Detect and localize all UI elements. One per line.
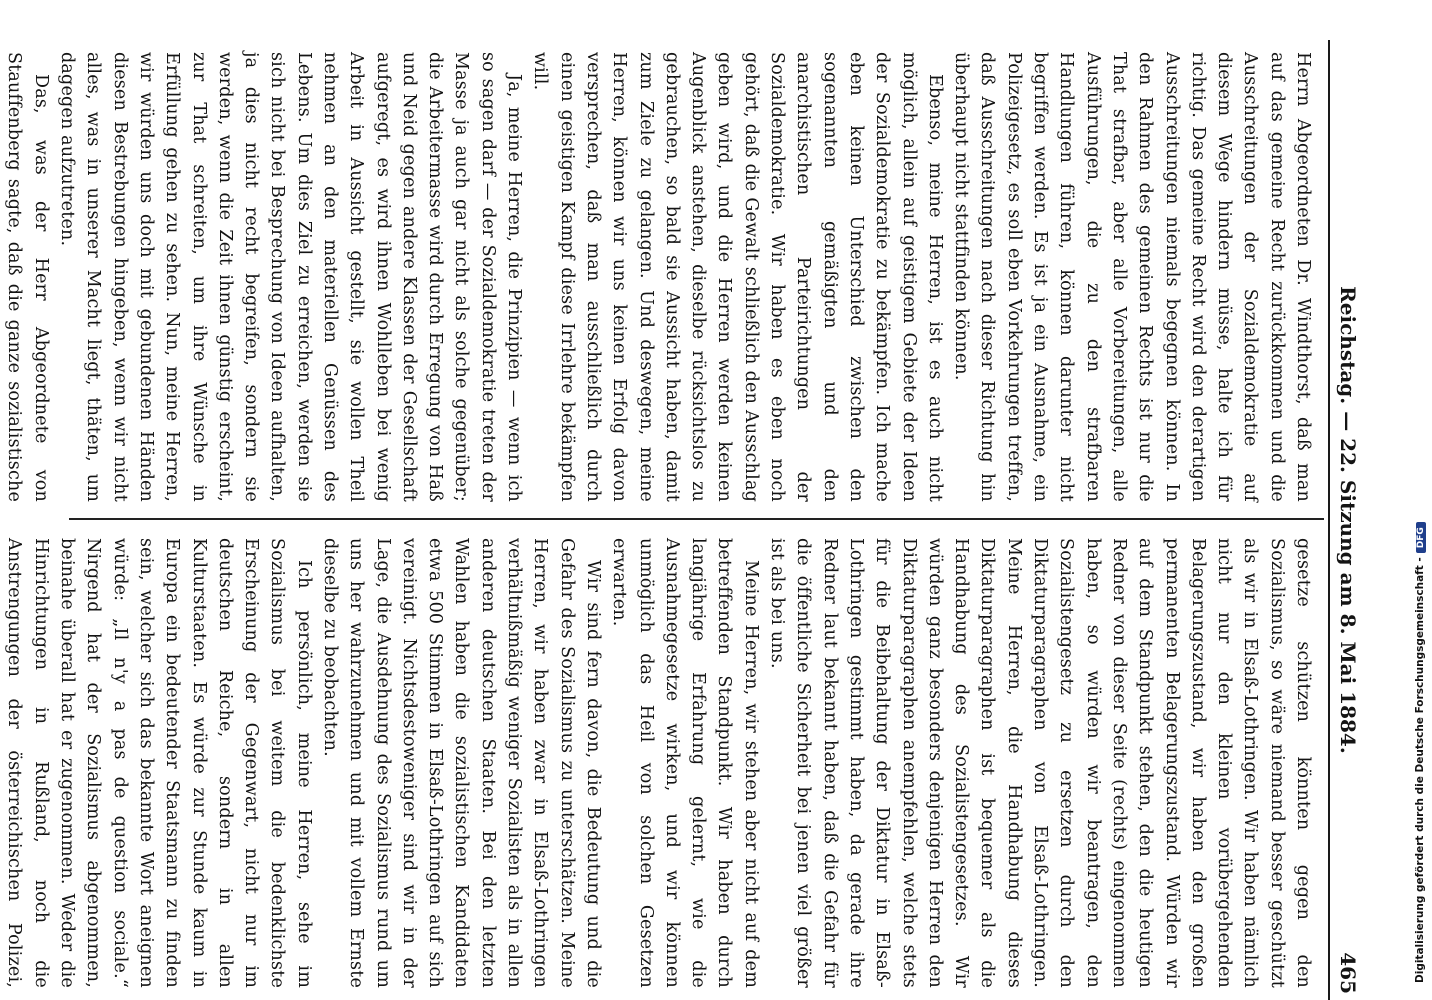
paragraph: Ich persönlich, meine Herren, sehe im Sozialismus bei weitem die bedenklichste Erscheinung der Gegenwart, nicht nur im deutschen Reiche, sondern in allen Kulturstaaten. Es würde zur Stunde kaum in Europa ein bedeutender Staatsmann zu finden sein, welcher sich das bekannte Wort aneignen würde: „Il n'y a pas de question sociale.“ Nirgend hat der Sozialismus abgenommen, beinahe überall hat er zugenommen. Weder die Hinrichtungen in Rußland, noch die Anstrengungen der österreichischen Polizei, (4, 538, 314, 988)
page-number: 465 (1336, 952, 1360, 994)
paragraph: Ebenso, meine Herren, ist es auch nicht möglich, allein auf geistigem Gebiete der Ideen der Sozialdemokratie zu bekämpfen. Ich mache eben keinen Unterschied zwischen den sogenannten gemäßigten und den anarchistischen Parteirichtungen der Sozialdemokratie. Wir haben es eben noch gehört, daß die Gewalt schließlich den Ausschlag geben wird, und die Herren werden keinen Augenblick anstehen, dieselbe rücksichtslos zu gebrauchen, so bald sie Aussicht haben, damit zum Ziele zu gelangen. Und deswegen, meine Herren, können wir uns keinen Erfolg davon versprechen, daß man ausschließlich durch einen geistigen Kampf diese Irrlehre bekämpfen will. (530, 52, 945, 502)
paragraph: Ja, meine Herren, die Prinzipien — wenn ich so sagen darf — der Sozialdemokratie treten der Masse ja auch gar nicht als solche gegenüber; die Arbeitermasse wird durch Erregung von Haß und Neid gegen andere Klassen der Gesellschaft aufgeregt, es wird ihnen Wohlleben bei wenig Arbeit in Aussicht gestellt, sie wollen Theil nehmen an den materiellen Genüssen des Lebens. Um dies Ziel zu erreichen, werden sie sich nicht bei Besprechung von Ideen aufhalten, ja dies nicht recht begreifen, sondern sie werden, wenn die Zeit ihnen günstig erscheint, zur That schreiten, um ihre Wünsche in Erfüllung gehen zu sehen. Nun, meine Herren, wir würden uns doch mit gebundenen Händen diesen Bestrebungen hingeben, wenn wir nicht alles, was in unserer Macht liegt, thäten, um dagegen aufzutreten. (57, 52, 525, 502)
rotated-page-sheet (4, 40, 1376, 1000)
paragraph: Herrn Abgeordneten Dr. Windthorst, daß man auf das gemeine Recht zurückkommen und die Ausschreitungen der Sozialdemokratie auf diesem Wege hindern müsse, halte ich für richtig. Das gemeine Recht wird den derartigen Ausschreitungen niemals begegnen können. In den Rahmen des gemeinen Rechts ist nur die That strafbar, aber alle Vorbereitungen, alle Ausführungen, die zu den strafbaren Handlungen führen, können darunter nicht begriffen werden. Es ist ja ein Ausnahme, ein Polizeigesetz, es soll eben Vorkehrungen treffen, daß Ausschreitungen nach dieser Richtung hin überhaupt nicht stattfinden können. (951, 52, 1313, 502)
paragraph: Wir sind fern davon, die Bedeutung und die Gefahr des Sozialismus zu unterschätzen. Meine Herren, wir haben zwar in Elsaß-Lothringen verhältnißmäßig weniger Sozialisten als in allen anderen deutschen Staaten. Bei den letzten Wahlen haben die sozialistischen Kandidaten etwa 500 Stimmen in Elsaß-Lothringen auf sich vereinigt. Nichtsdestoweniger sind wir in der Lage, die Ausdehnung des Sozialismus rund um uns her wahrzunehmen und mit vollem Ernste dieselbe zu beobachten. (320, 538, 603, 988)
text-column-right (4, 538, 1316, 988)
digitization-note: Digitalisierung gefördert durch die Deutsche Forschungsgemeinschaft - (1414, 557, 1426, 983)
header-title: Reichstag. — 22. Sitzung am 8. Mai 1884. (1336, 286, 1360, 754)
paragraph: Das, was der Herr Abgeordnete von Stauffenberg sagte, daß die ganze sozialistische (4, 52, 51, 502)
paragraph: gesetze schützen könnten gegen den Sozialismus, so wäre niemand besser geschützt als wir in Elsaß-Lothringen. Wir haben nämlich nicht nur den kleinen vorübergehenden Belagerungszustand, wir haben den großen permanenten Belagerungszustand. Würden wir auf dem Standpunkt stehen, den die heutigen Redner von dieser Seite (rechts) eingenommen haben, so würden wir beantragen, den Sozialistengesetz zu ersetzen durch den Diktaturparagraphen von Elsaß-Lothringen. Meine Herren, die Handhabung dieses Diktaturparagraphen ist bequemer als die Handhabung des Sozialistengesetzes. Wir würden ganz besonders denjenigen Herren den Diktaturparagraphen anempfehlen, welche stets für die Beibehaltung der Diktatur in Elsaß-Lothringen gestimmt haben, da gerade ihre Redner laut bekannt haben, daß die Gefahr für die öffentliche Sicherheit bei jenen viel größer ist als bei uns. (767, 538, 1313, 988)
column-divider (69, 518, 1324, 520)
paragraph: Meine Herren, wir stehen aber nicht auf dem betreffenden Standpunkt. Wir haben durch langjährige Erfahrung gelernt, wie die Ausnahmegesetze wirken, und wir können unmöglich das Heil von solchen Gesetzen erwarten. (609, 538, 761, 988)
text-column-left (4, 52, 1316, 502)
dfg-logo: DFG (1416, 522, 1426, 553)
digitization-credit (1414, 23, 1426, 983)
running-header (1328, 40, 1376, 1000)
